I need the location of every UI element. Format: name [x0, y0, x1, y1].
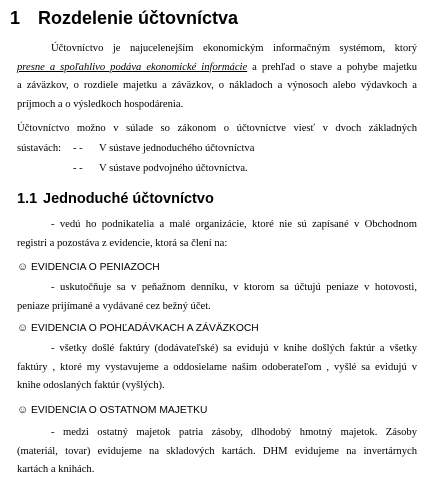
section-title: EVIDENCIA O PENIAZOCH — [31, 262, 160, 273]
section-line: - medzi ostatný majetok patria zásoby, dlhodobý hmotný majetok. Zásoby — [51, 427, 417, 438]
intro-line-4: príjmoch a o výsledkoch hospodárenia. — [17, 98, 184, 110]
smiley-icon: ☺ — [17, 404, 29, 416]
systems-item-2 — [73, 160, 248, 178]
section-body-peniaze — [17, 279, 417, 316]
dash-marker: - - — [73, 143, 83, 154]
systems-item-1 — [17, 140, 254, 158]
section-body-majetok — [17, 424, 417, 480]
systems-line-1: Účtovníctvo možno v súlade so zákonom o účtovníctve viesť v dvoch základných — [17, 123, 417, 134]
section-line: kartách a knihách. — [17, 464, 95, 476]
section-line: faktúry , ktoré my vystavujeme a oddosielame našim odoberateľom , vyšlé sa evidujú v — [17, 361, 417, 373]
heading-2-number: 1.1 — [17, 191, 38, 207]
heading-2 — [17, 191, 214, 207]
section-line: - všetky došlé faktúry (dodávateľské) sa evidujú v knihe došlých faktúr a všetky — [51, 343, 417, 354]
systems-item-text: V sústave podvojného účtovníctva. — [99, 163, 248, 174]
intro-paragraph — [17, 40, 417, 114]
smiley-icon: ☺ — [17, 322, 29, 334]
simple-intro-line-2: registri a pozostáva z evidencie, ktorá sa člení na: — [17, 237, 228, 249]
section-body-pohladavky — [17, 340, 417, 396]
section-line: (materiál, tovar) evidujeme na skladových kartách. DHM evidujeme na invertárnych — [17, 445, 417, 457]
heading-1-number: 1 — [10, 8, 21, 28]
section-line: - uskutočňuje sa v peňažnom denníku, v ktorom sa účtujú peniaze v hotovosti, — [51, 282, 417, 293]
section-heading-majetok — [17, 402, 207, 419]
intro-line-2-rest: a prehľad o stave a pohybe majetku — [247, 61, 417, 73]
section-heading-pohladavky — [17, 320, 259, 337]
smiley-icon: ☺ — [17, 261, 29, 273]
section-heading-peniaze — [17, 259, 160, 276]
intro-line-3: a záväzkov, o rozdiele majetku a záväzkov, o nákladoch a výnosoch alebo výdavkoch a — [17, 80, 417, 92]
heading-1 — [10, 8, 238, 29]
systems-item-text: V sústave jednoduchého účtovníctva — [99, 143, 255, 154]
section-title: EVIDENCIA O OSTATNOM MAJETKU — [31, 405, 208, 416]
simple-intro-line-1: - vedú ho podnikatelia a malé organizácie, ktoré nie sú zapísané v Obchodnom — [51, 219, 417, 230]
intro-line-1: Účtovníctvo je najucelenejším ekonomickým informačným systémom, ktorý — [51, 43, 417, 54]
intro-emphasis: presne a spoľahlivo podáva ekonomické informácie — [17, 61, 248, 73]
section-line: peniaze prijímané a vydávané cez bežný účet. — [17, 300, 211, 312]
intro-line-2 — [17, 59, 417, 78]
simple-intro-paragraph — [17, 216, 417, 253]
section-line: knihe odoslaných faktúr (vyšlých). — [17, 380, 165, 392]
systems-paragraph — [17, 120, 417, 139]
heading-2-text: Jednoduché účtovníctvo — [43, 191, 214, 207]
section-title: EVIDENCIA O POHĽADÁVKACH A ZÁVÄZKOCH — [31, 323, 259, 334]
systems-label: sústavách: — [17, 143, 62, 154]
dash-marker: - - — [73, 163, 83, 174]
heading-1-text: Rozdelenie účtovníctva — [38, 8, 239, 28]
